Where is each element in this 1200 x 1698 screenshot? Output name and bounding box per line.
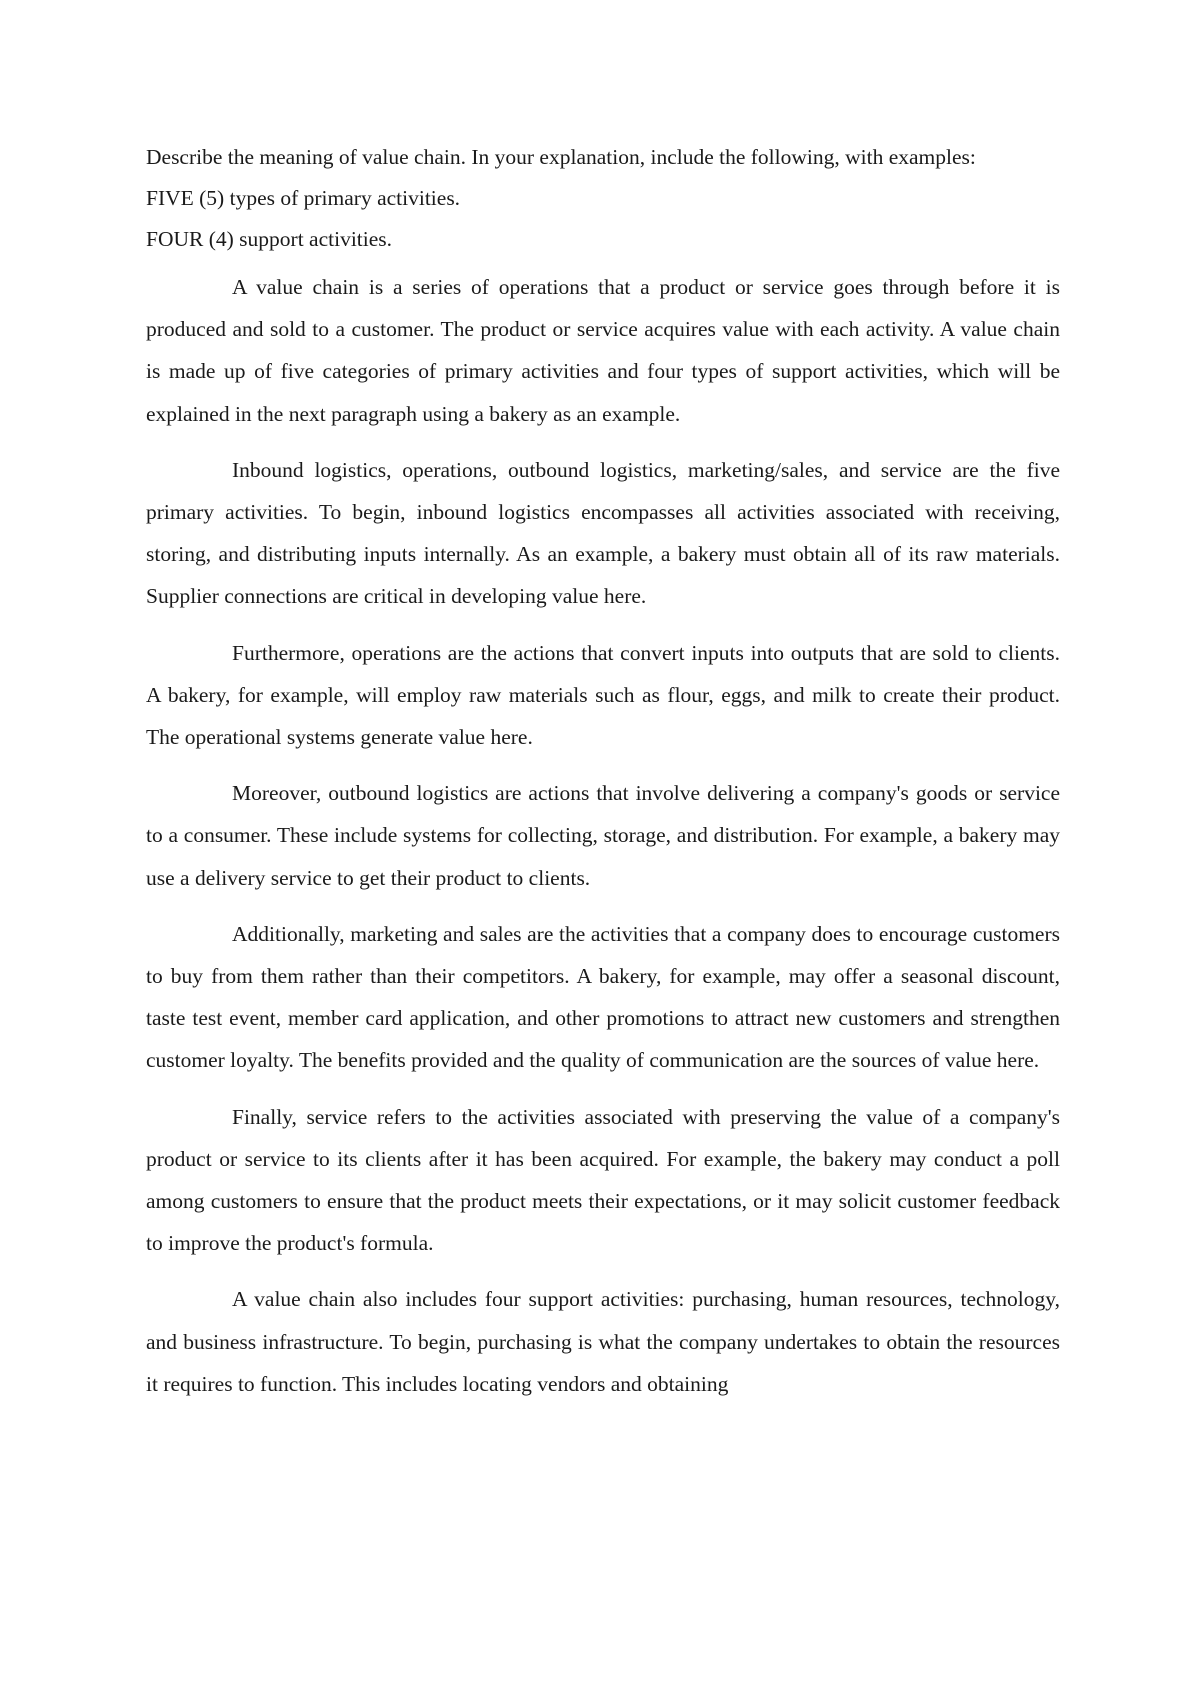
paragraph-service: Finally, service refers to the activities associated with preserving the value of a company's product or service to its clients after it has been acquired. For example, the bakery may conduct a poll among customers to ensure that the product meets their expectations, or it may solicit customer feedback to improve the product's formula. [146,1104,1060,1256]
document-body [146,143,1060,1419]
paragraph-inbound-logistics: Inbound logistics, operations, outbound logistics, marketing/sales, and service are the five primary activities. To begin, inbound logistics encompasses all activities associated with receiving, storing, and distributing inputs internally. As an example, a bakery must obtain all of its raw materials. Supplier connections are critical in developing value here. [146,457,1060,609]
answer-body [146,266,1060,1405]
paragraph-operations: Furthermore, operations are the actions that convert inputs into outputs that are sold to clients. A bakery, for example, will employ raw materials such as flour, eggs, and milk to create their product. The operational systems generate value here. [146,640,1060,750]
prompt-item-support: FOUR (4) support activities. [146,227,393,251]
paragraph-support-activities: A value chain also includes four support activities: purchasing, human resources, technology, and business infrastructure. To begin, purchasing is what the company undertakes to obtain the resources it requires to function. This includes locating vendors and obtaining [146,1287,1060,1396]
paragraph-value-chain-definition: A value chain is a series of operations that a product or service goes through before it is produced and sold to a customer. The product or service acquires value with each activity. A value chain is made up of five categories of primary activities and four types of support activities, which will be explained in the next paragraph using a bakery as an example. [146,275,1060,426]
prompt-item-primary: FIVE (5) types of primary activities. [146,186,461,210]
prompt-question: Describe the meaning of value chain. In your explanation, include the following, with examples: [146,145,976,169]
paragraph-marketing-sales: Additionally, marketing and sales are the activities that a company does to encourage customers to buy from them rather than their competitors. A bakery, for example, may offer a seasonal discount, taste test event, member card application, and other promotions to attract new customers and strengthen customer loyalty. The benefits provided and the quality of communication are the sources of value here. [146,921,1060,1073]
paragraph-outbound-logistics: Moreover, outbound logistics are actions that involve delivering a company's goods or service to a consumer. These include systems for collecting, storage, and distribution. For example, a bakery may use a delivery service to get their product to clients. [146,781,1060,890]
